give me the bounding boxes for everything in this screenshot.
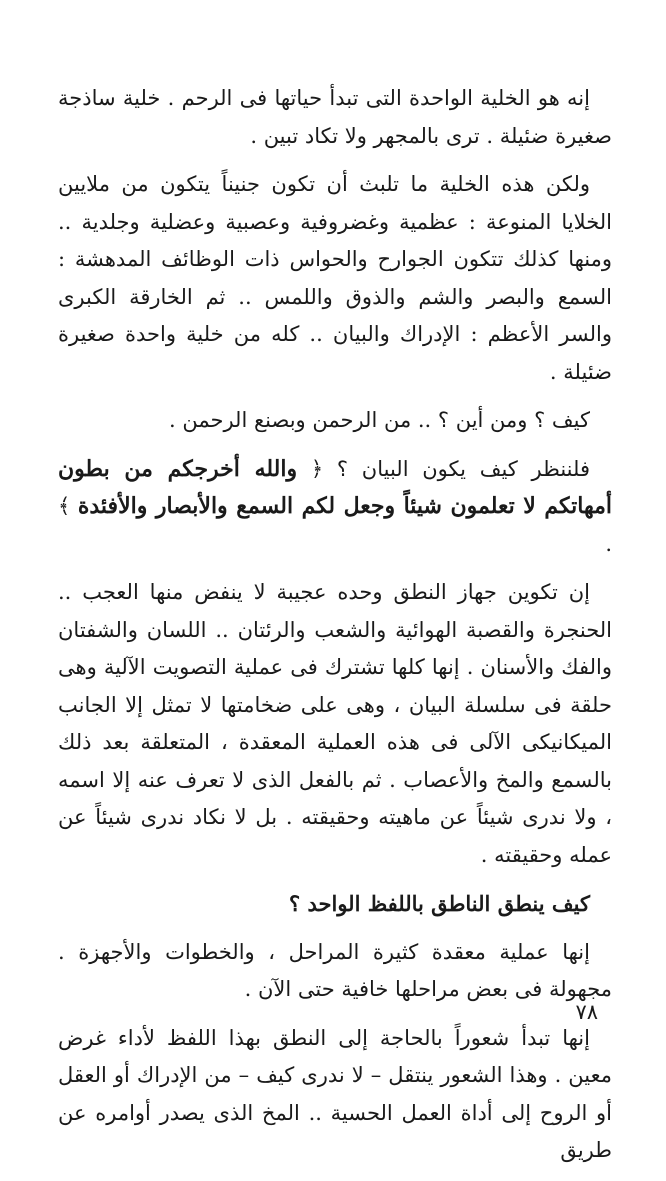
paragraph-complex-process: إنها عملية معقدة كثيرة المراحل ، والخطوات والأجهزة . مجهولة فى بعض مراحلها خافية حتى الآن . bbox=[58, 939, 612, 1001]
paragraph-embryo: ولكن هذه الخلية ما تلبث أن تكون جنيناً يتكون من ملايين الخلايا المنوعة : عظمية وغضروفية وعصبية وعضلية وجلدية .. ومنها كذلك تتكون الجوارح والحواس ذات الوظائف المدهشة : السمع والبصر والشم والذوق واللمس .. ثم الخارقة الكبرى والسر الأعظم : الإدراك والبيان .. كله من خلية واحدة صغيرة ضئيلة . bbox=[58, 172, 612, 384]
quran-open-bracket: ﴿ bbox=[310, 456, 324, 481]
quran-intro: فلننظر كيف يكون البيان ؟ bbox=[336, 456, 590, 481]
page-number: ٧٨ bbox=[575, 1000, 598, 1024]
paragraph-cell: إنه هو الخلية الواحدة التى تبدأ حياتها فى الرحم . خلية ساذجة صغيرة ضئيلة . ترى بالمجهر ولا تكاد تبين . bbox=[58, 86, 612, 148]
paragraph-quran bbox=[58, 451, 612, 564]
quran-close-bracket: ﴾ . bbox=[58, 494, 612, 556]
paragraph-how-where: كيف ؟ ومن أين ؟ .. من الرحمن وبصنع الرحمن . bbox=[169, 408, 590, 432]
quran-verse: والله أخرجكم من بطون أمهاتكم لا تعلمون شيئاً وجعل لكم السمع والأبصار والأفئدة bbox=[58, 455, 612, 519]
section-heading: كيف ينطق الناطق باللفظ الواحد ؟ bbox=[289, 891, 590, 916]
page-body bbox=[58, 80, 612, 1181]
paragraph-feeling: إنها تبدأ شعوراً بالحاجة إلى النطق بهذا اللفظ لأداء غرض معين . وهذا الشعور ينتقل – لا ندرى كيف – من الإدراك أو العقل أو الروح إلى أداة العمل الحسية .. المخ الذى يصدر أوامره عن طريق bbox=[58, 1025, 612, 1162]
paragraph-speech-apparatus: إن تكوين جهاز النطق وحده عجيبة لا ينفض منها العجب .. الحنجرة والقصبة الهوائية والشعب والرئتان .. اللسان والشفتان والفك والأسنان . إنها كلها تشترك فى عملية التصويت الآلية وهى حلقة فى سلسلة البيان ، وهى على ضخامتها لا تمثل إلا الجانب الميكانيكى الآلى فى هذه العملية المعقدة ، المتعلقة بعد ذلك بالسمع والمخ والأعصاب . ثم بالفعل الذى لا تعرف عنه إلا اسمه ، ولا ندرى شيئاً عن ماهيته وحقيقته . بل لا نكاد ندرى شيئاً عن عمله وحقيقته . bbox=[58, 580, 612, 867]
